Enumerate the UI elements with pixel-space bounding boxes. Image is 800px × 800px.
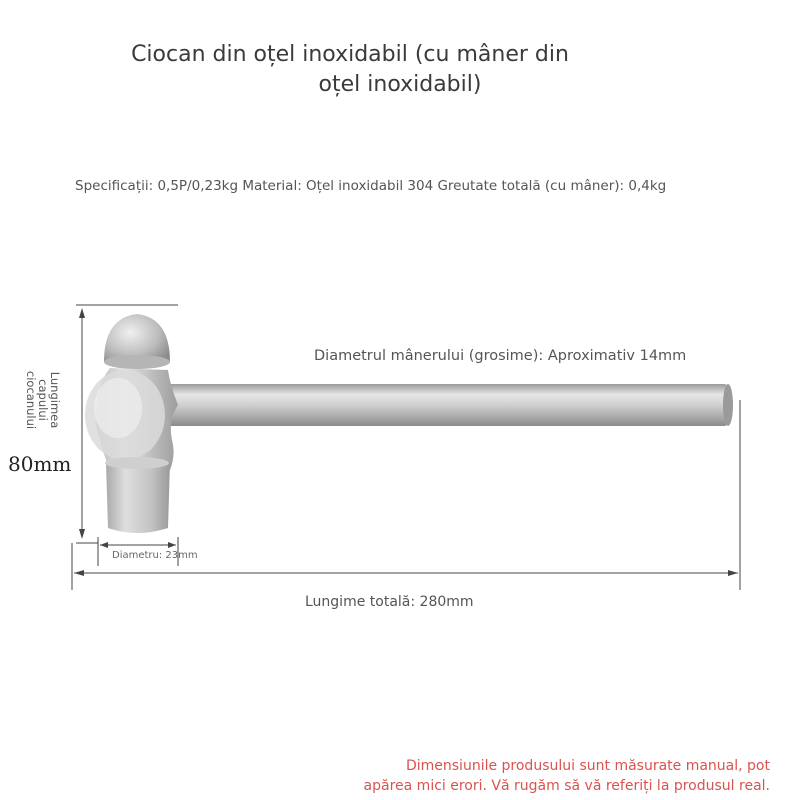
product-title-line2: oțel inoxidabil) bbox=[318, 72, 482, 97]
measurement-note bbox=[300, 756, 770, 796]
measurement-note-line2: apărea mici erori. Vă rugăm să vă referiți la produsul real. bbox=[363, 778, 770, 794]
product-title-line1: Ciocan din oțel inoxidabil (cu mâner din bbox=[131, 42, 569, 67]
head-length-label-line1: Lungimea bbox=[48, 371, 62, 429]
head-length-label-line3: ciocanului bbox=[24, 370, 38, 430]
total-length-dimension bbox=[72, 400, 740, 590]
total-length-label: Lungime totală: 280mm bbox=[305, 594, 474, 610]
specifications-text: Specificații: 0,5P/0,23kg Material: Oțel inoxidabil 304 Greutate totală (cu mâner): 0,4kg bbox=[75, 178, 667, 194]
measurement-note-line1: Dimensiunile produsului sunt măsurate manual, pot bbox=[405, 758, 770, 774]
head-length-label-line2: capului bbox=[36, 379, 50, 421]
handle-diameter-label: Diametrul mânerului (grosime): Aproximativ 14mm bbox=[314, 348, 687, 364]
hammer-head bbox=[85, 314, 178, 533]
hammer-handle bbox=[160, 384, 733, 426]
head-length-value: 80mm bbox=[8, 452, 72, 476]
head-length-label bbox=[18, 370, 68, 430]
face-diameter-label: Diametru: 23mm bbox=[112, 550, 198, 561]
product-title bbox=[0, 40, 800, 100]
